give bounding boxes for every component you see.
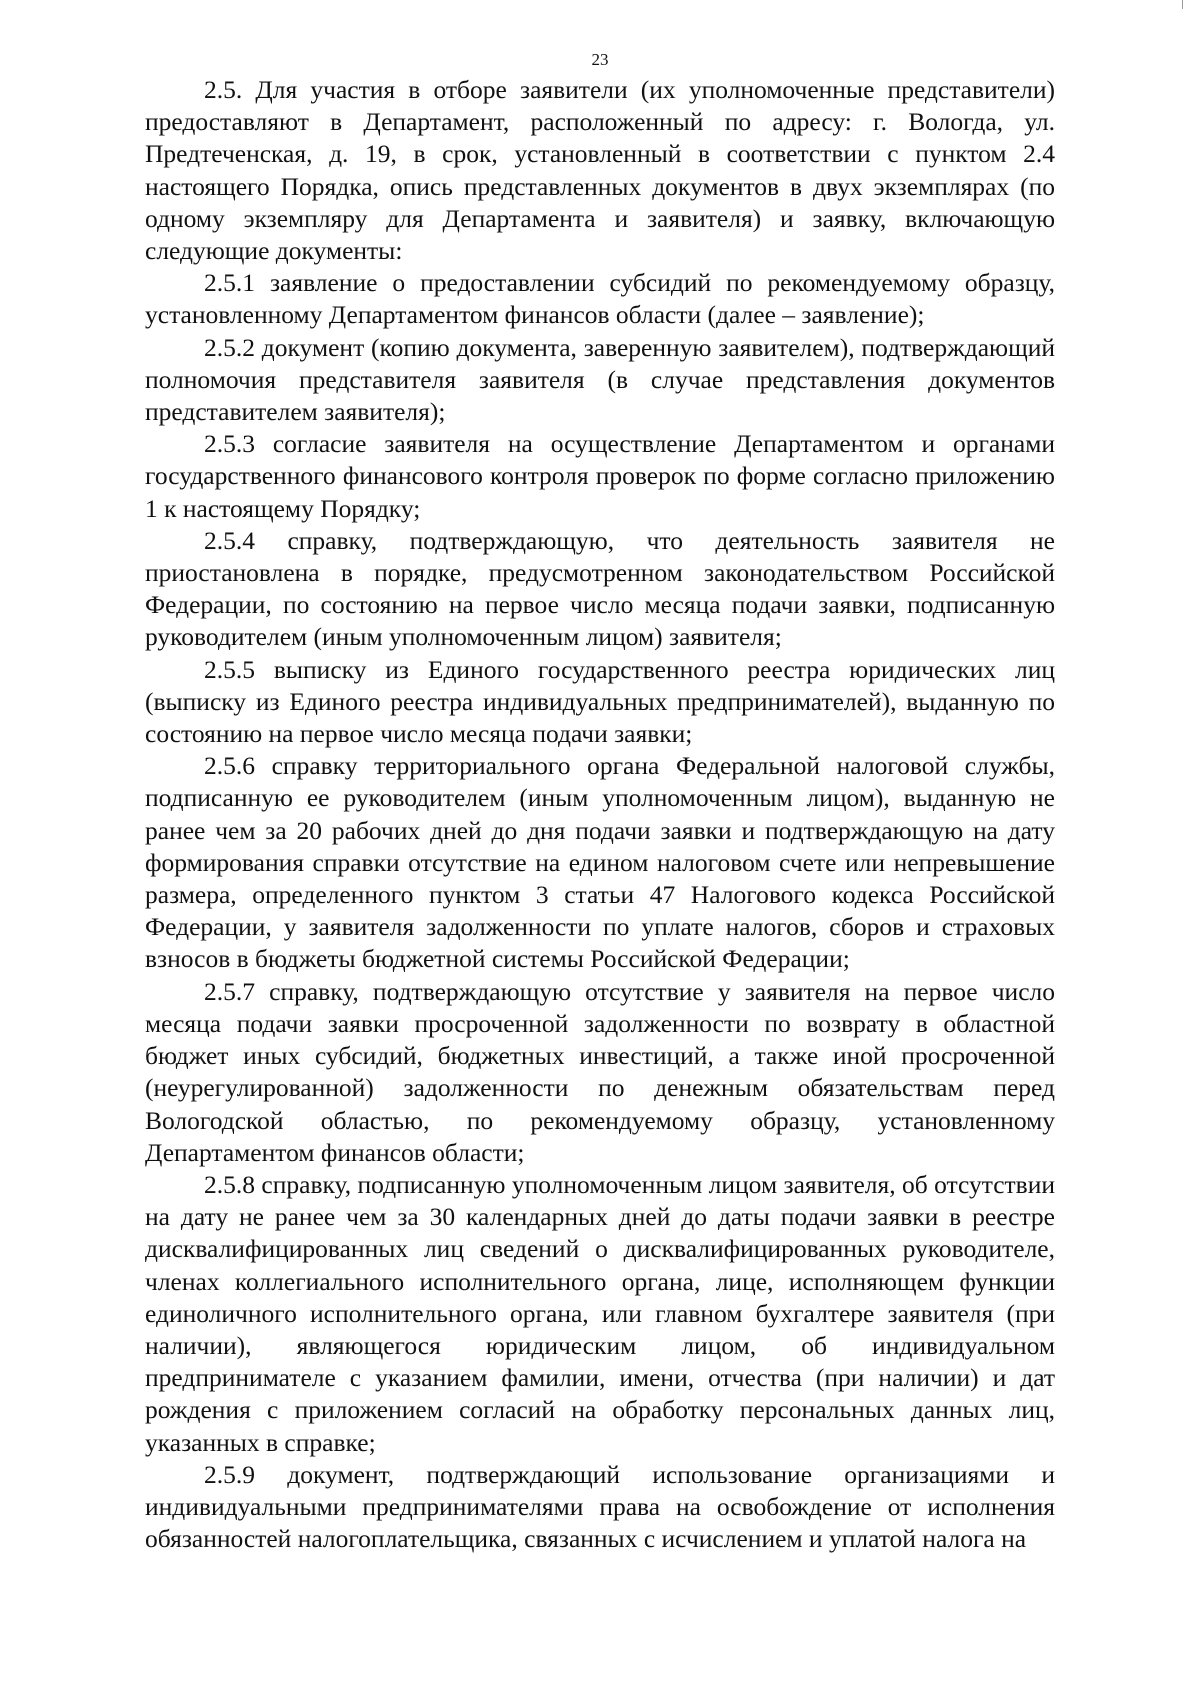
paragraph-2-5-6: 2.5.6 справку территориального органа Федеральной налоговой службы, подписанную ее руководителем (иным уполномоченным лицом), выданную не ранее чем за 20 рабочих дней до дня подачи заявки и подтверждающую на дату формирования справки отсутствие на едином налоговом счете или непревышение размера, определенного пунктом 3 статьи 47 Налогового кодекса Российской Федерации, у заявителя задолженности по уплате налогов, сборов и страховых взносов в бюджеты бюджетной системы Российской Федерации; [145, 751, 1055, 974]
paragraph-2-5-1: 2.5.1 заявление о предоставлении субсидий по рекомендуемому образцу, установленному Департаментом финансов области (далее – заявление); [145, 268, 1055, 330]
paragraph-2-5-2: 2.5.2 документ (копию документа, заверенную заявителем), подтверждающий полномочия представителя заявителя (в случае представления документов представителем заявителя); [145, 332, 1055, 427]
page-number: 23 [591, 50, 609, 69]
scan-corner-mark [1182, 0, 1186, 9]
paragraph-2-5-3: 2.5.3 согласие заявителя на осуществление Департаментом и органами государственного финансового контроля проверок по форме согласно приложению 1 к настоящему Порядку; [145, 429, 1055, 523]
paragraph-2-5-5: 2.5.5 выписку из Единого государственного реестра юридических лиц (выписку из Единого реестра индивидуальных предпринимателей), выданную по состоянию на первое число месяца подачи заявки; [145, 654, 1055, 749]
paragraph-2-5-4: 2.5.4 справку, подтверждающую, что деятельность заявителя не приостановлена в порядке, предусмотренном законодательством Российской Федерации, по состоянию на первое число месяца подачи заявки, подписанную руководителем (иным уполномоченным лицом) заявителя; [145, 525, 1055, 652]
paragraph-2-5-8: 2.5.8 справку, подписанную уполномоченным лицом заявителя, об отсутствии на дату не ранее чем за 30 календарных дней до даты подачи заявки в реестре дисквалифицированных лиц сведений о дисквалифицированных руководителе, членах коллегиального исполнительного органа, лице, исполняющем функции единоличного исполнительного органа, или главном бухгалтере заявителя (при наличии), являющегося юридическим лицом, об индивидуальном предпринимателе с указанием фамилии, имени, отчества (при наличии) и дат рождения с приложением согласий на обработку персональных данных лиц, указанных в справке; [145, 1169, 1055, 1457]
paragraph-2-5-7: 2.5.7 справку, подтверждающую отсутствие у заявителя на первое число месяца подачи заявки просроченной задолженности по возврату в областной бюджет иных субсидий, бюджетных инвестиций, а также иной просроченной (неурегулированной) задолженности по денежным обязательствам перед Вологодской областью, по рекомендуемому образцу, установленному Департаментом финансов области; [145, 976, 1055, 1167]
document-body [145, 74, 1055, 1555]
paragraph-2-5: 2.5. Для участия в отборе заявители (их уполномоченные представители) предоставляют в Департамент, расположенный по адресу: г. Вологда, ул. Предтеченская, д. 19, в срок, установленный в соответствии с пунктом 2.4 настоящего Порядка, опись представленных документов в двух экземплярах (по одному экземпляру для Департамента и заявителя) и заявку, включающую следующие документы: [145, 75, 1055, 266]
paragraph-2-5-9: 2.5.9 документ, подтверждающий использование организациями и индивидуальными предпринимателями права на освобождение от исполнения обязанностей налогоплательщика, связанных с исчислением и уплатой налога на [145, 1459, 1055, 1554]
